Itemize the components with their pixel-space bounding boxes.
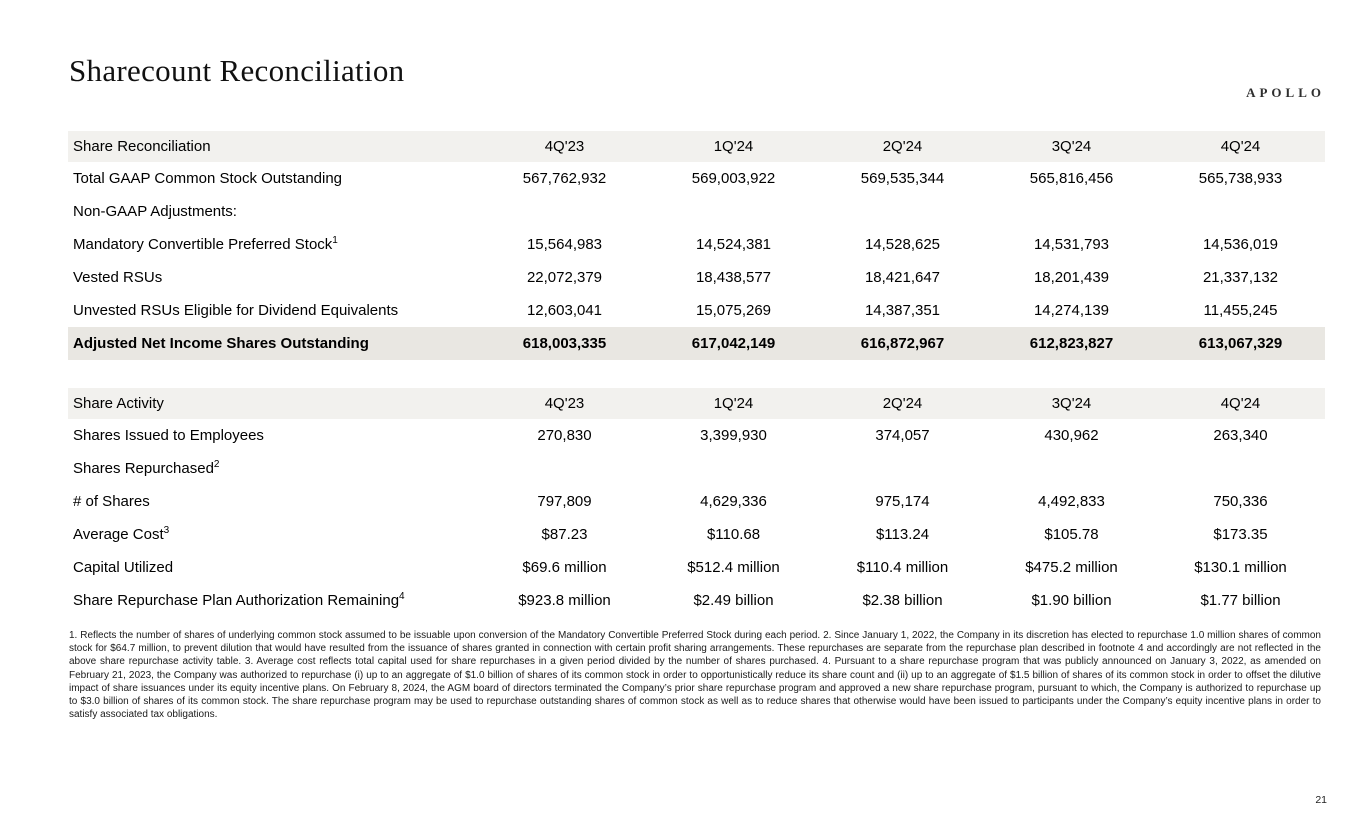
cell-value: 270,830 (537, 427, 592, 444)
cell-value: 430,962 (1044, 427, 1099, 444)
cell-value: $475.2 million (1025, 559, 1118, 576)
cell-value (480, 195, 649, 228)
row-label: Shares Issued to Employees (73, 427, 264, 444)
cell-value: 612,823,827 (987, 327, 1156, 360)
table-header-label: Share Reconciliation (68, 131, 480, 162)
cell-value (987, 195, 1156, 228)
cell-value: 18,438,577 (695, 269, 772, 286)
column-header: 4Q'23 (480, 388, 649, 419)
row-label: Adjusted Net Income Shares Outstanding (68, 327, 480, 360)
row-label: Share Repurchase Plan Authorization Remaining$^4$ (73, 591, 405, 609)
cell-value: 750,336 (1213, 493, 1268, 510)
apollo-logo: APOLLO (1246, 85, 1325, 100)
cell-value: 14,536,019 (1202, 236, 1279, 253)
cell-value: 263,340 (1213, 427, 1268, 444)
column-header: 2Q'24 (818, 131, 987, 162)
row-label: Total GAAP Common Stock Outstanding (73, 170, 343, 187)
table-row (68, 518, 1325, 551)
cell-value: 12,603,041 (526, 302, 603, 319)
cell-value: $87.23 (541, 526, 588, 543)
cell-value: 22,072,379 (526, 269, 603, 286)
cell-value: $69.6 million (522, 559, 607, 576)
cell-value: 15,564,983 (526, 236, 603, 253)
column-header: 1Q'24 (649, 388, 818, 419)
cell-value: $110.68 (706, 526, 761, 543)
cell-value: $130.1 million (1194, 559, 1287, 576)
table-row (68, 228, 1325, 261)
cell-value (1156, 195, 1325, 228)
table-row (68, 584, 1325, 617)
table-row (68, 452, 1325, 485)
table-row (68, 294, 1325, 327)
cell-value: $512.4 million (687, 559, 780, 576)
column-header: 4Q'24 (1156, 131, 1325, 162)
cell-value (987, 452, 1156, 485)
column-header: 3Q'24 (987, 131, 1156, 162)
table-row (68, 162, 1325, 195)
row-label: Unvested RSUs Eligible for Dividend Equivalents (73, 302, 399, 319)
column-header: 2Q'24 (818, 388, 987, 419)
cell-value: 4,629,336 (700, 493, 767, 510)
table-share-reconciliation (68, 131, 1325, 360)
cell-value: 975,174 (875, 493, 930, 510)
cell-value: $2.49 billion (693, 592, 774, 609)
cell-value: 569,003,922 (691, 170, 776, 187)
cell-value: $1.90 billion (1031, 592, 1112, 609)
cell-value: 18,201,439 (1033, 269, 1110, 286)
page-number: 21 (1315, 794, 1327, 806)
row-label: Average Cost$^3$ (73, 525, 170, 543)
cell-value: 14,524,381 (695, 236, 772, 253)
column-header: 3Q'24 (987, 388, 1156, 419)
page-title: Sharecount Reconciliation (69, 53, 405, 88)
row-label: Shares Repurchased$^2$ (73, 459, 220, 477)
table-row (68, 485, 1325, 518)
cell-value: 18,421,647 (864, 269, 941, 286)
cell-value: 618,003,335 (480, 327, 649, 360)
footnote-marker: 2 (213, 459, 220, 470)
cell-value: 21,337,132 (1202, 269, 1279, 286)
slide (0, 52, 1365, 820)
footnote-marker: 4 (399, 591, 405, 602)
cell-value: 374,057 (875, 427, 930, 444)
table-row (68, 419, 1325, 452)
cell-value: $2.38 billion (862, 592, 943, 609)
column-header: 1Q'24 (649, 131, 818, 162)
row-label: Non-GAAP Adjustments: (73, 203, 237, 220)
cell-value: $1.77 billion (1200, 592, 1281, 609)
footnote-marker: 3 (163, 525, 170, 536)
cell-value (818, 452, 987, 485)
cell-value (818, 195, 987, 228)
cell-value: 15,075,269 (695, 302, 772, 319)
cell-value: 617,042,149 (649, 327, 818, 360)
table-share-activity (68, 388, 1325, 617)
cell-value: 569,535,344 (860, 170, 945, 187)
cell-value: 14,274,139 (1033, 302, 1110, 319)
cell-value: $923.8 million (518, 592, 611, 609)
cell-value (1156, 452, 1325, 485)
table-row (68, 551, 1325, 584)
cell-value: 616,872,967 (818, 327, 987, 360)
tables-container (68, 131, 1330, 617)
row-label: # of Shares (73, 493, 150, 510)
cell-value: 4,492,833 (1038, 493, 1105, 510)
cell-value: 11,455,245 (1203, 302, 1278, 319)
table-row (68, 195, 1325, 228)
cell-value (480, 452, 649, 485)
cell-value: $173.35 (1213, 526, 1268, 543)
cell-value: 14,528,625 (864, 236, 941, 253)
table-row (68, 327, 1325, 360)
footnotes: 1. Reflects the number of shares of underlying common stock assumed to be issuable upon conversion of the Mandatory Convertible Preferred Stock during each period. 2. Since January 1, 2022, the Company in its discretion has elected to repurchase 1.0 million shares of common stock for $64.7 million, to prevent dilution that would have resulted from the issuance of shares granted in connection with certain profit sharing arrangements. These repurchases are separate from the repurchase plan described in footnote 4 and accordingly are not reflected in the above share repurchase activity table. 3. Average cost reflects total capital used for share repurchases in a given period divided by the number of shares purchased. 4. Pursuant to a share repurchase program that was publicly announced on January 3, 2022, as amended on February 21, 2023, the Company was authorized to repurchase (i) up to an aggregate of $1.0 billion of shares of its common stock in order to opportunistically reduce its share count and (ii) up to an aggregate of $1.5 billion of shares of its common stock in order to offset the dilutive impact of share issuances under its equity incentive plans. On February 8, 2024, the AGM board of directors terminated the Company’s prior share repurchase program and approved a new share repurchase program, pursuant to which, the Company is authorized to repurchase up to $3.0 billion of shares of its common stock. The share repurchase program may be used to repurchase outstanding shares of common stock as well as to reduce shares that otherwise would have been issued to participants under the Company’s equity incentive plans in order to satisfy associated tax obligations. (69, 630, 1321, 721)
cell-value: $113.24 (875, 526, 930, 543)
footnote-marker: 1 (332, 235, 338, 246)
cell-value: 565,738,933 (1198, 170, 1283, 187)
cell-value: 567,762,932 (522, 170, 607, 187)
cell-value: 14,531,793 (1033, 236, 1110, 253)
cell-value: 565,816,456 (1029, 170, 1114, 187)
cell-value: 613,067,329 (1156, 327, 1325, 360)
row-label: Capital Utilized (73, 559, 174, 576)
cell-value (649, 195, 818, 228)
cell-value: 14,387,351 (864, 302, 941, 319)
table-header-row (68, 388, 1325, 419)
table-row (68, 261, 1325, 294)
table-header-label: Share Activity (68, 388, 480, 419)
cell-value: $110.4 million (856, 559, 949, 576)
column-header: 4Q'23 (480, 131, 649, 162)
cell-value (649, 452, 818, 485)
row-label: Vested RSUs (73, 269, 163, 286)
cell-value: 3,399,930 (700, 427, 767, 444)
row-label: Mandatory Convertible Preferred Stock$^1$ (73, 235, 338, 253)
table-header-row (68, 131, 1325, 162)
cell-value: $105.78 (1044, 526, 1099, 543)
column-header: 4Q'24 (1156, 388, 1325, 419)
cell-value: 797,809 (537, 493, 592, 510)
